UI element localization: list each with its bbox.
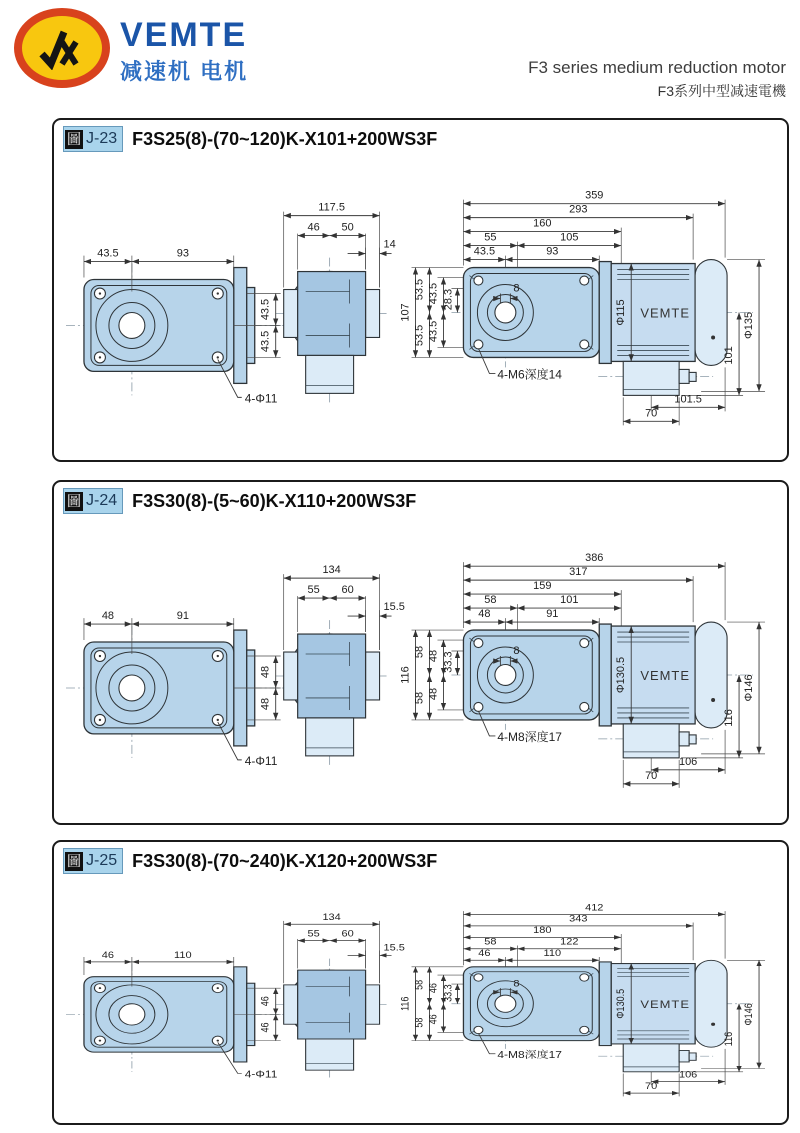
dim-label: 134 <box>322 912 341 923</box>
shaft-dim: 8 <box>513 645 520 658</box>
cap-diameter: Φ146 <box>743 1003 756 1026</box>
dim-label: 117.5 <box>318 201 345 214</box>
dim-label: 43.5 <box>97 247 119 260</box>
dim-label: 101.5 <box>674 393 702 406</box>
holes-label: 4-Φ11 <box>244 753 278 768</box>
dim-label: 46 <box>478 949 491 959</box>
screws-label: 4-M8深度17 <box>497 729 562 744</box>
dim-label: 343 <box>569 914 588 925</box>
assembly-view <box>400 903 765 1096</box>
front-view <box>84 951 281 1081</box>
figure-char: 圖 <box>67 492 81 509</box>
dim-label: 48 <box>427 687 440 701</box>
dim-label: 48 <box>427 649 440 663</box>
brand-subtitle: 减速机 电机 <box>120 59 249 84</box>
motor-brand: VEMTE <box>640 667 691 683</box>
dim-label: 48 <box>259 665 272 679</box>
dim-label: 180 <box>533 926 552 936</box>
dim-label: 412 <box>585 903 604 913</box>
dim-label: 116 <box>399 666 412 684</box>
side-view <box>284 913 406 1070</box>
screws-label: 4-M6深度14 <box>497 367 562 382</box>
dim-label: 70 <box>645 769 658 782</box>
screws-label: 4-M8深度17 <box>497 1049 562 1061</box>
dim-label: 386 <box>585 552 604 565</box>
figure-number: J-25 <box>86 852 118 869</box>
dim-label: 46 <box>259 1022 272 1033</box>
dim-label: 50 <box>341 221 354 234</box>
technical-drawing-j23 <box>54 153 787 458</box>
figure-panel-j23 <box>52 118 789 462</box>
dim-label: 106 <box>678 1070 698 1081</box>
motor-brand: VEMTE <box>640 997 690 1011</box>
panel-title-row <box>63 848 787 874</box>
series-title-zh: F3系列中型减速電機 <box>657 83 786 99</box>
dim-label: 91 <box>176 610 189 623</box>
figure-tag <box>63 126 123 152</box>
dim-label: 14 <box>383 238 396 251</box>
logo-mark-icon <box>36 26 88 70</box>
dim-label: 33.3 <box>442 651 455 673</box>
dim-label: 122 <box>560 937 579 948</box>
dim-label: 134 <box>322 564 341 577</box>
dim-label: 93 <box>176 247 189 260</box>
dim-label: 43.5 <box>427 282 440 305</box>
dim-label: 53.5 <box>413 324 426 347</box>
dim-label: 28.3 <box>442 288 455 311</box>
figure-panel-j25 <box>52 840 789 1125</box>
dim-label: 91 <box>546 608 559 621</box>
dim-label: 359 <box>585 189 604 202</box>
front-view <box>84 248 281 406</box>
dim-label: 55 <box>307 584 320 597</box>
dim-label: 48 <box>259 697 272 711</box>
dim-label: 58 <box>413 1017 426 1028</box>
motor-diameter: Φ130.5 <box>615 656 628 694</box>
dim-label: 58 <box>413 691 426 705</box>
dim-label: 105 <box>560 231 579 244</box>
dim-label: 46 <box>101 950 115 961</box>
dim-label: 48 <box>478 608 491 621</box>
dim-label: 58 <box>413 645 426 659</box>
dim-label: 53.5 <box>413 278 426 301</box>
model-title: F3S30(8)-(5~60)K-X110+200WS3F <box>132 490 417 511</box>
dim-label: 116 <box>723 1031 736 1047</box>
dim-label: 43.5 <box>259 330 272 353</box>
dim-label: 70 <box>645 1081 658 1092</box>
dim-label: 159 <box>533 580 552 593</box>
model-title: F3S25(8)-(70~120)K-X101+200WS3F <box>132 128 438 149</box>
assembly-view <box>400 190 766 426</box>
dim-label: 46 <box>307 221 320 234</box>
figure-panel-j24 <box>52 480 789 825</box>
dim-label: 116 <box>399 996 412 1011</box>
brand-name: VEMTE <box>120 16 248 54</box>
front-view <box>84 610 281 768</box>
dim-label: 58 <box>413 979 426 990</box>
shaft-dim: 8 <box>513 979 520 990</box>
series-title-en: F3 series medium reduction motor <box>528 58 786 77</box>
panel-title-row <box>63 488 787 514</box>
figure-tag <box>63 488 123 514</box>
technical-drawing-j24 <box>54 515 787 821</box>
technical-drawing-j25 <box>54 875 787 1121</box>
dim-label: 43.5 <box>259 298 272 321</box>
dim-label: 15.5 <box>383 943 405 954</box>
dim-label: 116 <box>723 709 736 727</box>
holes-label: 4-Φ11 <box>244 1069 278 1081</box>
dim-label: 106 <box>678 755 698 768</box>
dim-label: 293 <box>569 203 588 216</box>
dim-label: 101 <box>560 594 579 607</box>
dim-label: 43.5 <box>473 245 496 258</box>
cap-diameter: Φ146 <box>743 674 756 702</box>
assembly-view <box>400 552 766 788</box>
brand-block <box>120 18 248 86</box>
dim-label: 58 <box>484 594 497 607</box>
motor-brand: VEMTE <box>640 305 691 321</box>
dim-label: 317 <box>569 566 588 579</box>
dim-label: 48 <box>101 610 115 623</box>
dim-label: 93 <box>546 245 559 258</box>
dim-label: 70 <box>645 407 658 420</box>
cap-diameter: Φ135 <box>743 311 756 340</box>
dim-label: 160 <box>533 217 552 230</box>
panel-title-row <box>63 126 787 152</box>
motor-diameter: Φ130.5 <box>615 988 628 1019</box>
dim-label: 58 <box>484 937 497 948</box>
figure-char: 圖 <box>67 852 81 869</box>
dim-label: 43.5 <box>427 320 440 343</box>
dim-label: 55 <box>307 929 320 940</box>
holes-label: 4-Φ11 <box>244 391 278 406</box>
dim-label: 15.5 <box>383 601 405 614</box>
dim-label: 101 <box>723 346 736 365</box>
motor-diameter: Φ115 <box>615 299 628 326</box>
dim-label: 46 <box>427 983 440 994</box>
dim-label: 107 <box>399 303 412 322</box>
figure-char: 圖 <box>67 130 81 147</box>
dim-label: 55 <box>484 231 497 244</box>
page-titles <box>528 58 786 101</box>
dim-label: 60 <box>341 929 354 940</box>
vemte-logo <box>14 8 110 88</box>
figure-number: J-24 <box>86 492 118 509</box>
figure-number: J-23 <box>86 130 118 147</box>
figure-tag <box>63 848 123 874</box>
dim-label: 46 <box>259 996 272 1007</box>
dim-label: 46 <box>427 1014 440 1025</box>
dim-label: 60 <box>341 584 354 597</box>
dim-label: 110 <box>174 950 192 961</box>
side-view <box>284 564 405 756</box>
side-view <box>284 202 396 394</box>
shaft-dim: 8 <box>513 282 520 295</box>
dim-label: 110 <box>543 949 562 959</box>
model-title: F3S30(8)-(70~240)K-X120+200WS3F <box>132 850 438 871</box>
dim-label: 33.3 <box>442 984 455 1002</box>
